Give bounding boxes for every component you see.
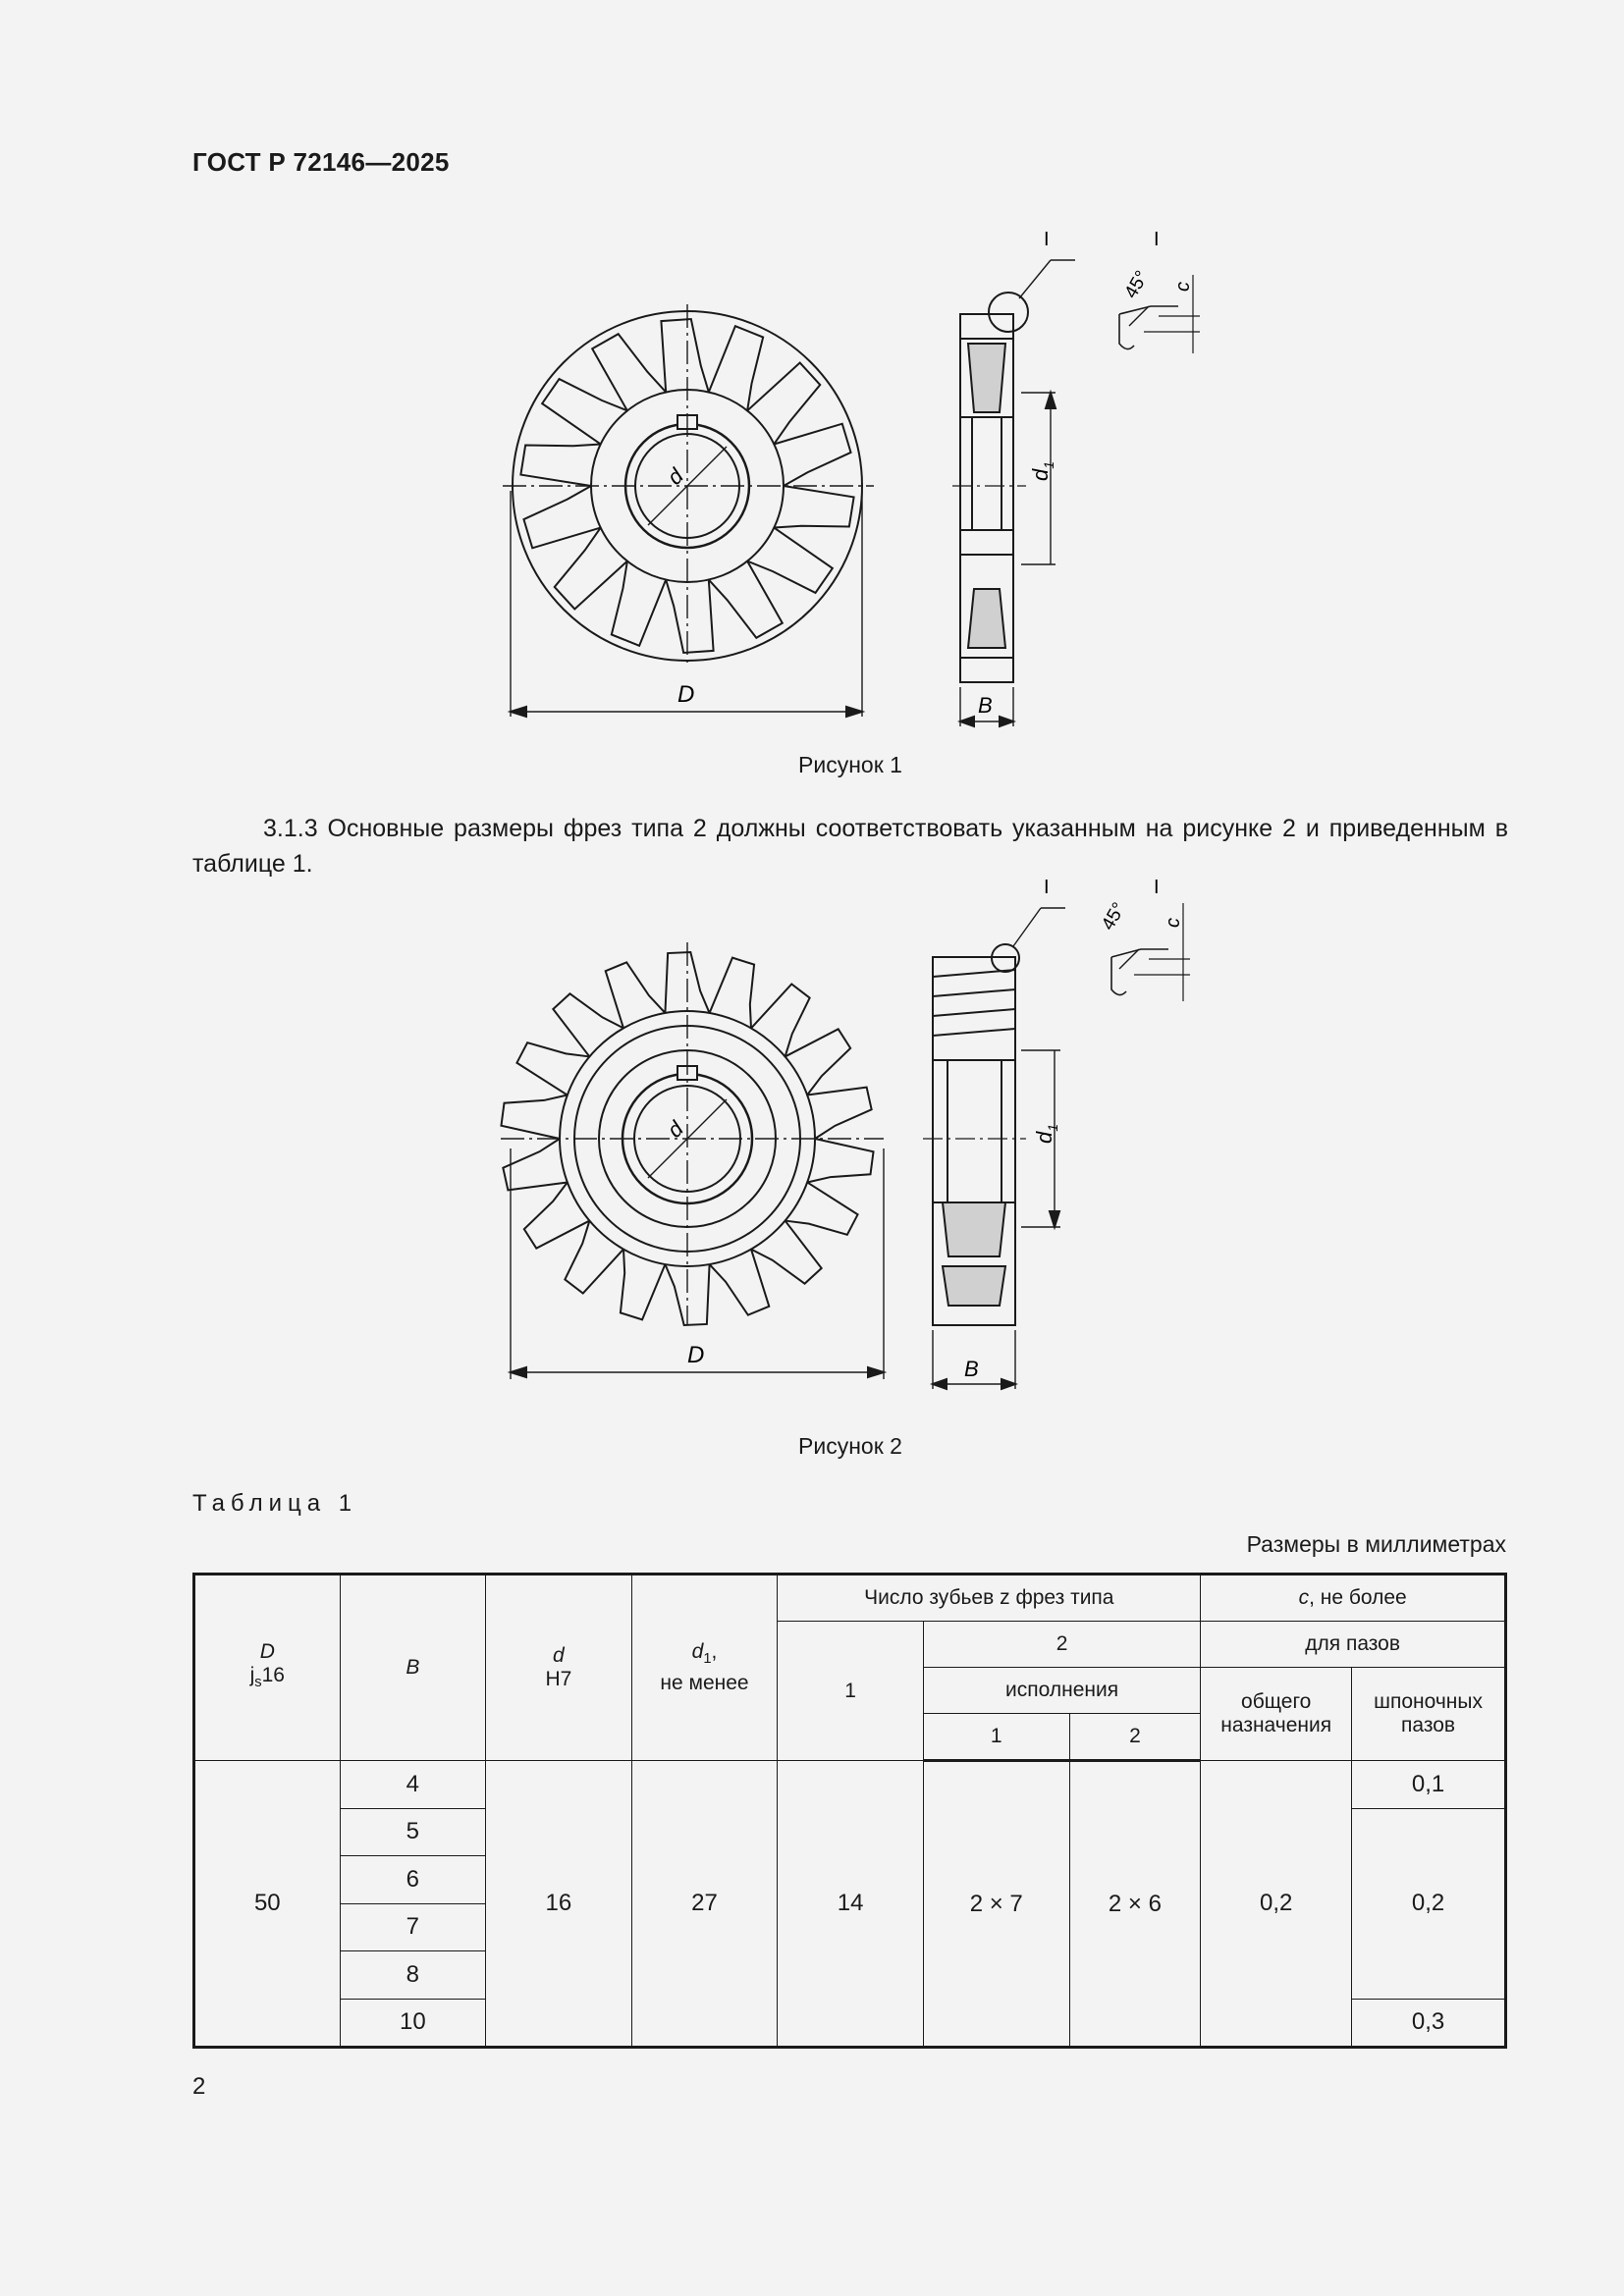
header-general: общего назначения xyxy=(1201,1668,1352,1761)
cutter-tooth xyxy=(606,962,666,1028)
cutter-tooth xyxy=(553,993,623,1056)
fig2-label-detail: I xyxy=(1044,877,1050,898)
cell-D: 50 xyxy=(194,1761,341,2048)
cutter-tooth xyxy=(747,363,820,445)
cutter-tooth xyxy=(774,424,850,486)
table-title: Таблица 1 xyxy=(192,1490,358,1517)
header-key: шпоночных пазов xyxy=(1352,1668,1506,1761)
cutter-tooth xyxy=(621,1250,666,1320)
cutter-tooth xyxy=(501,1095,567,1139)
cell-d: 16 xyxy=(486,1761,632,2048)
header-for-slots: для пазов xyxy=(1201,1622,1506,1668)
cell-c-key: 0,1 xyxy=(1352,1761,1506,1809)
fig2-label-B: B xyxy=(964,1357,979,1381)
cell-z-type2-v2: 2 × 6 xyxy=(1069,1761,1201,2048)
cutter-tooth xyxy=(709,326,763,410)
cell-B: 7 xyxy=(340,1903,486,1951)
cell-B: 10 xyxy=(340,1999,486,2048)
cutter-tooth xyxy=(751,1221,822,1284)
cell-B: 4 xyxy=(340,1761,486,1809)
fig1-label-D: D xyxy=(677,681,695,708)
header-ver2: 2 xyxy=(1069,1714,1201,1761)
fig1-label-angle: 45° xyxy=(1120,267,1154,302)
cell-B: 5 xyxy=(340,1808,486,1856)
cutter-tooth xyxy=(555,528,627,610)
cutter-tooth xyxy=(774,486,853,528)
fig2-label-D: D xyxy=(687,1342,705,1368)
cutter-tooth xyxy=(751,984,810,1056)
table-units: Размеры в миллиметрах xyxy=(1246,1531,1506,1557)
cutter-tooth xyxy=(807,1088,872,1139)
cell-B: 6 xyxy=(340,1856,486,1904)
fig2-detail-label: I xyxy=(1154,877,1160,898)
fig2-label-c: c xyxy=(1163,918,1184,928)
cell-c-key: 0,3 xyxy=(1352,1999,1506,2048)
cell-z-type1: 14 xyxy=(778,1761,924,2048)
figure-1-drawing xyxy=(491,216,1237,736)
cell-B: 8 xyxy=(340,1951,486,2000)
cutter-tooth xyxy=(785,1029,851,1095)
fig1-label-B: B xyxy=(978,693,993,718)
cutter-tooth xyxy=(524,1182,590,1248)
figure-2-drawing xyxy=(491,864,1237,1394)
fig1-label-detail: I xyxy=(1044,229,1050,250)
cutter-tooth xyxy=(520,444,600,486)
header-d1: $d_1$, не менее xyxy=(631,1575,778,1761)
header-ver1: 1 xyxy=(923,1714,1069,1761)
document-header: ГОСТ Р 72146—2025 xyxy=(192,147,450,177)
header-c: c, не более xyxy=(1201,1575,1506,1622)
header-teeth: Число зубьев z фрез типа xyxy=(778,1575,1201,1622)
cutter-tooth xyxy=(710,958,755,1029)
fig1-label-d: d xyxy=(662,463,688,490)
fig2-label-d1: $d_1$ xyxy=(1032,1123,1060,1144)
header-d: d H7 xyxy=(486,1575,632,1761)
cutter-tooth xyxy=(516,1042,589,1095)
figure-2-caption: Рисунок 2 xyxy=(798,1433,902,1459)
fig1-label-c: c xyxy=(1172,282,1194,292)
cutter-tooth xyxy=(565,1221,623,1294)
fig2-label-angle: 45° xyxy=(1098,899,1130,934)
fig1-label-d1: $d_1$ xyxy=(1028,460,1056,481)
cell-z-type2-v1: 2 × 7 xyxy=(923,1761,1069,2048)
cutter-tooth xyxy=(666,580,713,653)
cutter-tooth xyxy=(592,334,666,410)
header-type1: 1 xyxy=(778,1622,924,1761)
cutter-tooth xyxy=(785,1182,858,1234)
cutter-tooth xyxy=(612,561,666,646)
cell-d1: 27 xyxy=(631,1761,778,2048)
cutter-tooth xyxy=(523,486,600,548)
cutter-tooth xyxy=(661,319,708,392)
cutter-tooth xyxy=(709,561,783,638)
header-type2: 2 xyxy=(923,1622,1200,1668)
cutter-tooth xyxy=(807,1139,873,1182)
cell-c-key: 0,2 xyxy=(1352,1808,1506,1999)
header-D: D $j_s16$ xyxy=(194,1575,341,1761)
cell-c-general: 0,2 xyxy=(1201,1761,1352,2048)
header-B: B xyxy=(340,1575,486,1761)
cutter-tooth xyxy=(710,1250,770,1315)
header-versions: исполнения xyxy=(923,1668,1200,1714)
paragraph-3-1-3: 3.1.3 Основные размеры фрез типа 2 должны соответствовать указанным на рисунке 2 и приведенным в таблице 1. xyxy=(192,815,1508,878)
page-number: 2 xyxy=(192,2073,206,2100)
table-row xyxy=(194,1761,1506,1809)
table-1 xyxy=(192,1573,1507,2049)
fig2-label-d: d xyxy=(662,1116,688,1143)
figure-1-caption: Рисунок 1 xyxy=(798,752,902,777)
cutter-tooth xyxy=(503,1139,568,1190)
fig1-detail-label: I xyxy=(1154,229,1160,250)
